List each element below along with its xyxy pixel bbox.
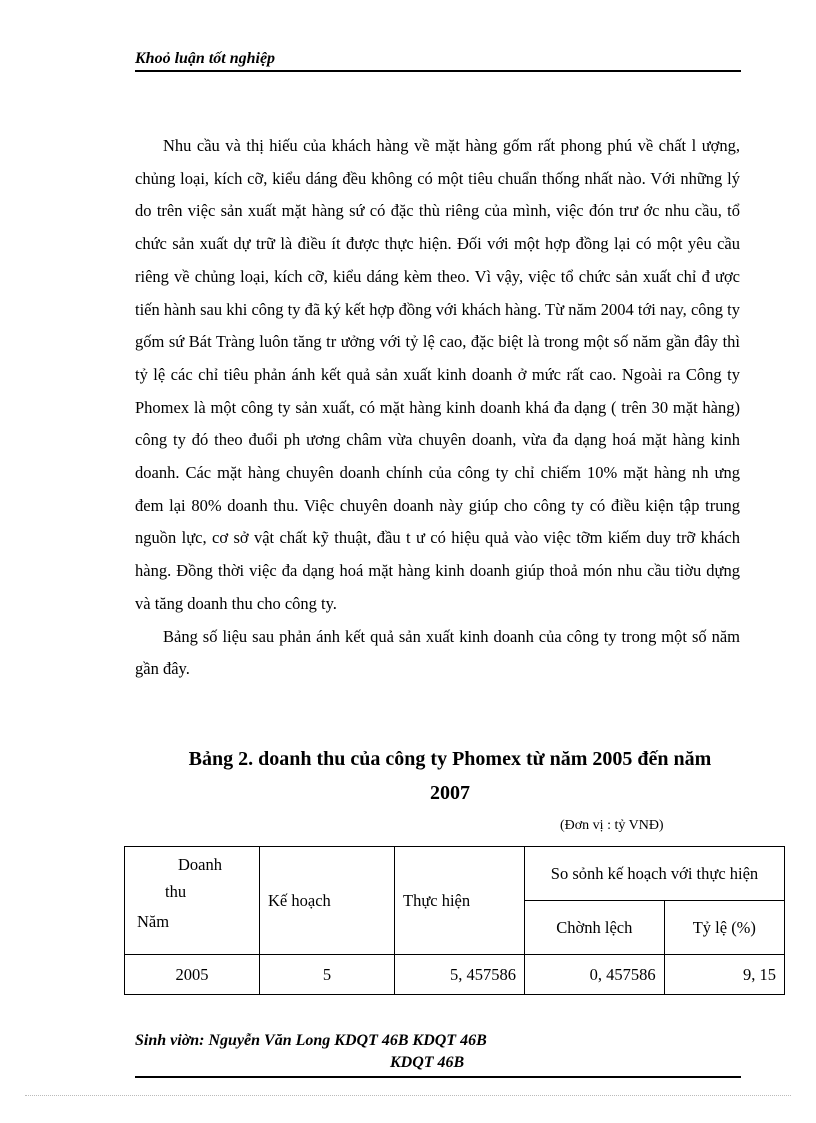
header-title: Khoỏ luận tốt nghiệp xyxy=(135,50,276,67)
corner-label-year: Năm xyxy=(137,912,170,931)
footer-line1: Sinh viờn: Nguyễn Văn Long KDQT 46B KDQT 46B xyxy=(135,1032,487,1049)
table-title-line2: 2007 xyxy=(430,782,470,804)
footer-line2: KDQT 46B xyxy=(390,1054,465,1071)
page-header xyxy=(135,50,741,72)
col-header-actual: Thực hiện xyxy=(395,847,525,955)
table-title-line1: Bảng 2. doanh thu của công ty Phomex từ năm 2005 đến năm xyxy=(188,748,712,770)
col-header-plan: Kế hoạch xyxy=(260,847,395,955)
paragraph: Bảng số liệu sau phản ánh kết quả sản xuất kinh doanh của công ty trong một số năm gần đây. xyxy=(135,626,740,679)
corner-header-cell xyxy=(125,847,260,955)
page-divider xyxy=(25,1095,791,1096)
body-text xyxy=(135,130,740,686)
col-header-diff: Chờnh lệch xyxy=(525,901,665,955)
col-header-ratio: Tỷ lệ (%) xyxy=(664,901,784,955)
revenue-table xyxy=(124,846,785,995)
table-row xyxy=(125,955,785,995)
cell-plan: 5 xyxy=(260,955,395,995)
cell-actual: 5, 457586 xyxy=(395,955,525,995)
corner-label-thu: thu xyxy=(165,882,187,901)
cell-diff: 0, 457586 xyxy=(525,955,665,995)
table-title xyxy=(135,742,765,810)
cell-year: 2005 xyxy=(125,955,260,995)
paragraph: Nhu cầu và thị hiếu của khách hàng về mặt hàng gốm rất phong phú về chất l ượng, chủng loại, kích cỡ, kiểu dáng đều không có một tiêu chuẩn thống nhất nào. Với những lý do trên việc sản xuất mặt hàng sứ có đặc thù riêng của mình, việc đón trư ớc nhu cầu, tổ chức sản xuất dự trữ là điều ít được thực hiện. Đối với một hợp đồng lại có một yêu cầu riêng về chủng loại, kích cỡ, kiểu dáng kèm theo. Vì vậy, việc tổ chức sản xuất chỉ đ ược tiến hành sau khi công ty đã ký kết hợp đồng với khách hàng. Từ năm 2004 tới nay, công ty gốm sứ Bát Tràng luôn tăng tr ưởng với tỷ lệ cao, đặc biệt là trong một số năm gần đây thì tỷ lệ các chỉ tiêu phản ánh kết quả sản xuất kinh doanh ở mức rất cao. Ngoài ra Công ty Phomex là một công ty sản xuất, có mặt hàng kinh doanh khá đa dạng ( trên 30 mặt hàng) công ty đó theo đuổi ph ương châm vừa chuyên doanh, vừa đa dạng hoá mặt hàng kinh doanh. Các mặt hàng chuyên doanh chính của công ty chỉ chiếm 10% mặt hàng nh ưng đem lại 80% doanh thu. Việc chuyên doanh này giúp cho công ty có điều kiện tập trung nguồn lực, cơ sở vật chất kỹ thuật, đầu t ư có hiệu quả vào việc tỡm kiếm duy trỡ khách hàng. Đồng thời việc đa dạng hoá mặt hàng kinh doanh giúp thoả món nhu cầu tiờu dựng và tăng doanh thu cho công ty. xyxy=(135,136,740,613)
cell-ratio: 9, 15 xyxy=(664,955,784,995)
unit-note: (Đơn vị : tỷ VNĐ) xyxy=(560,818,664,833)
page-footer xyxy=(135,1030,741,1078)
col-header-compare: So sỏnh kế hoạch với thực hiện xyxy=(525,847,785,901)
corner-label-revenue: Doanh xyxy=(178,855,222,874)
